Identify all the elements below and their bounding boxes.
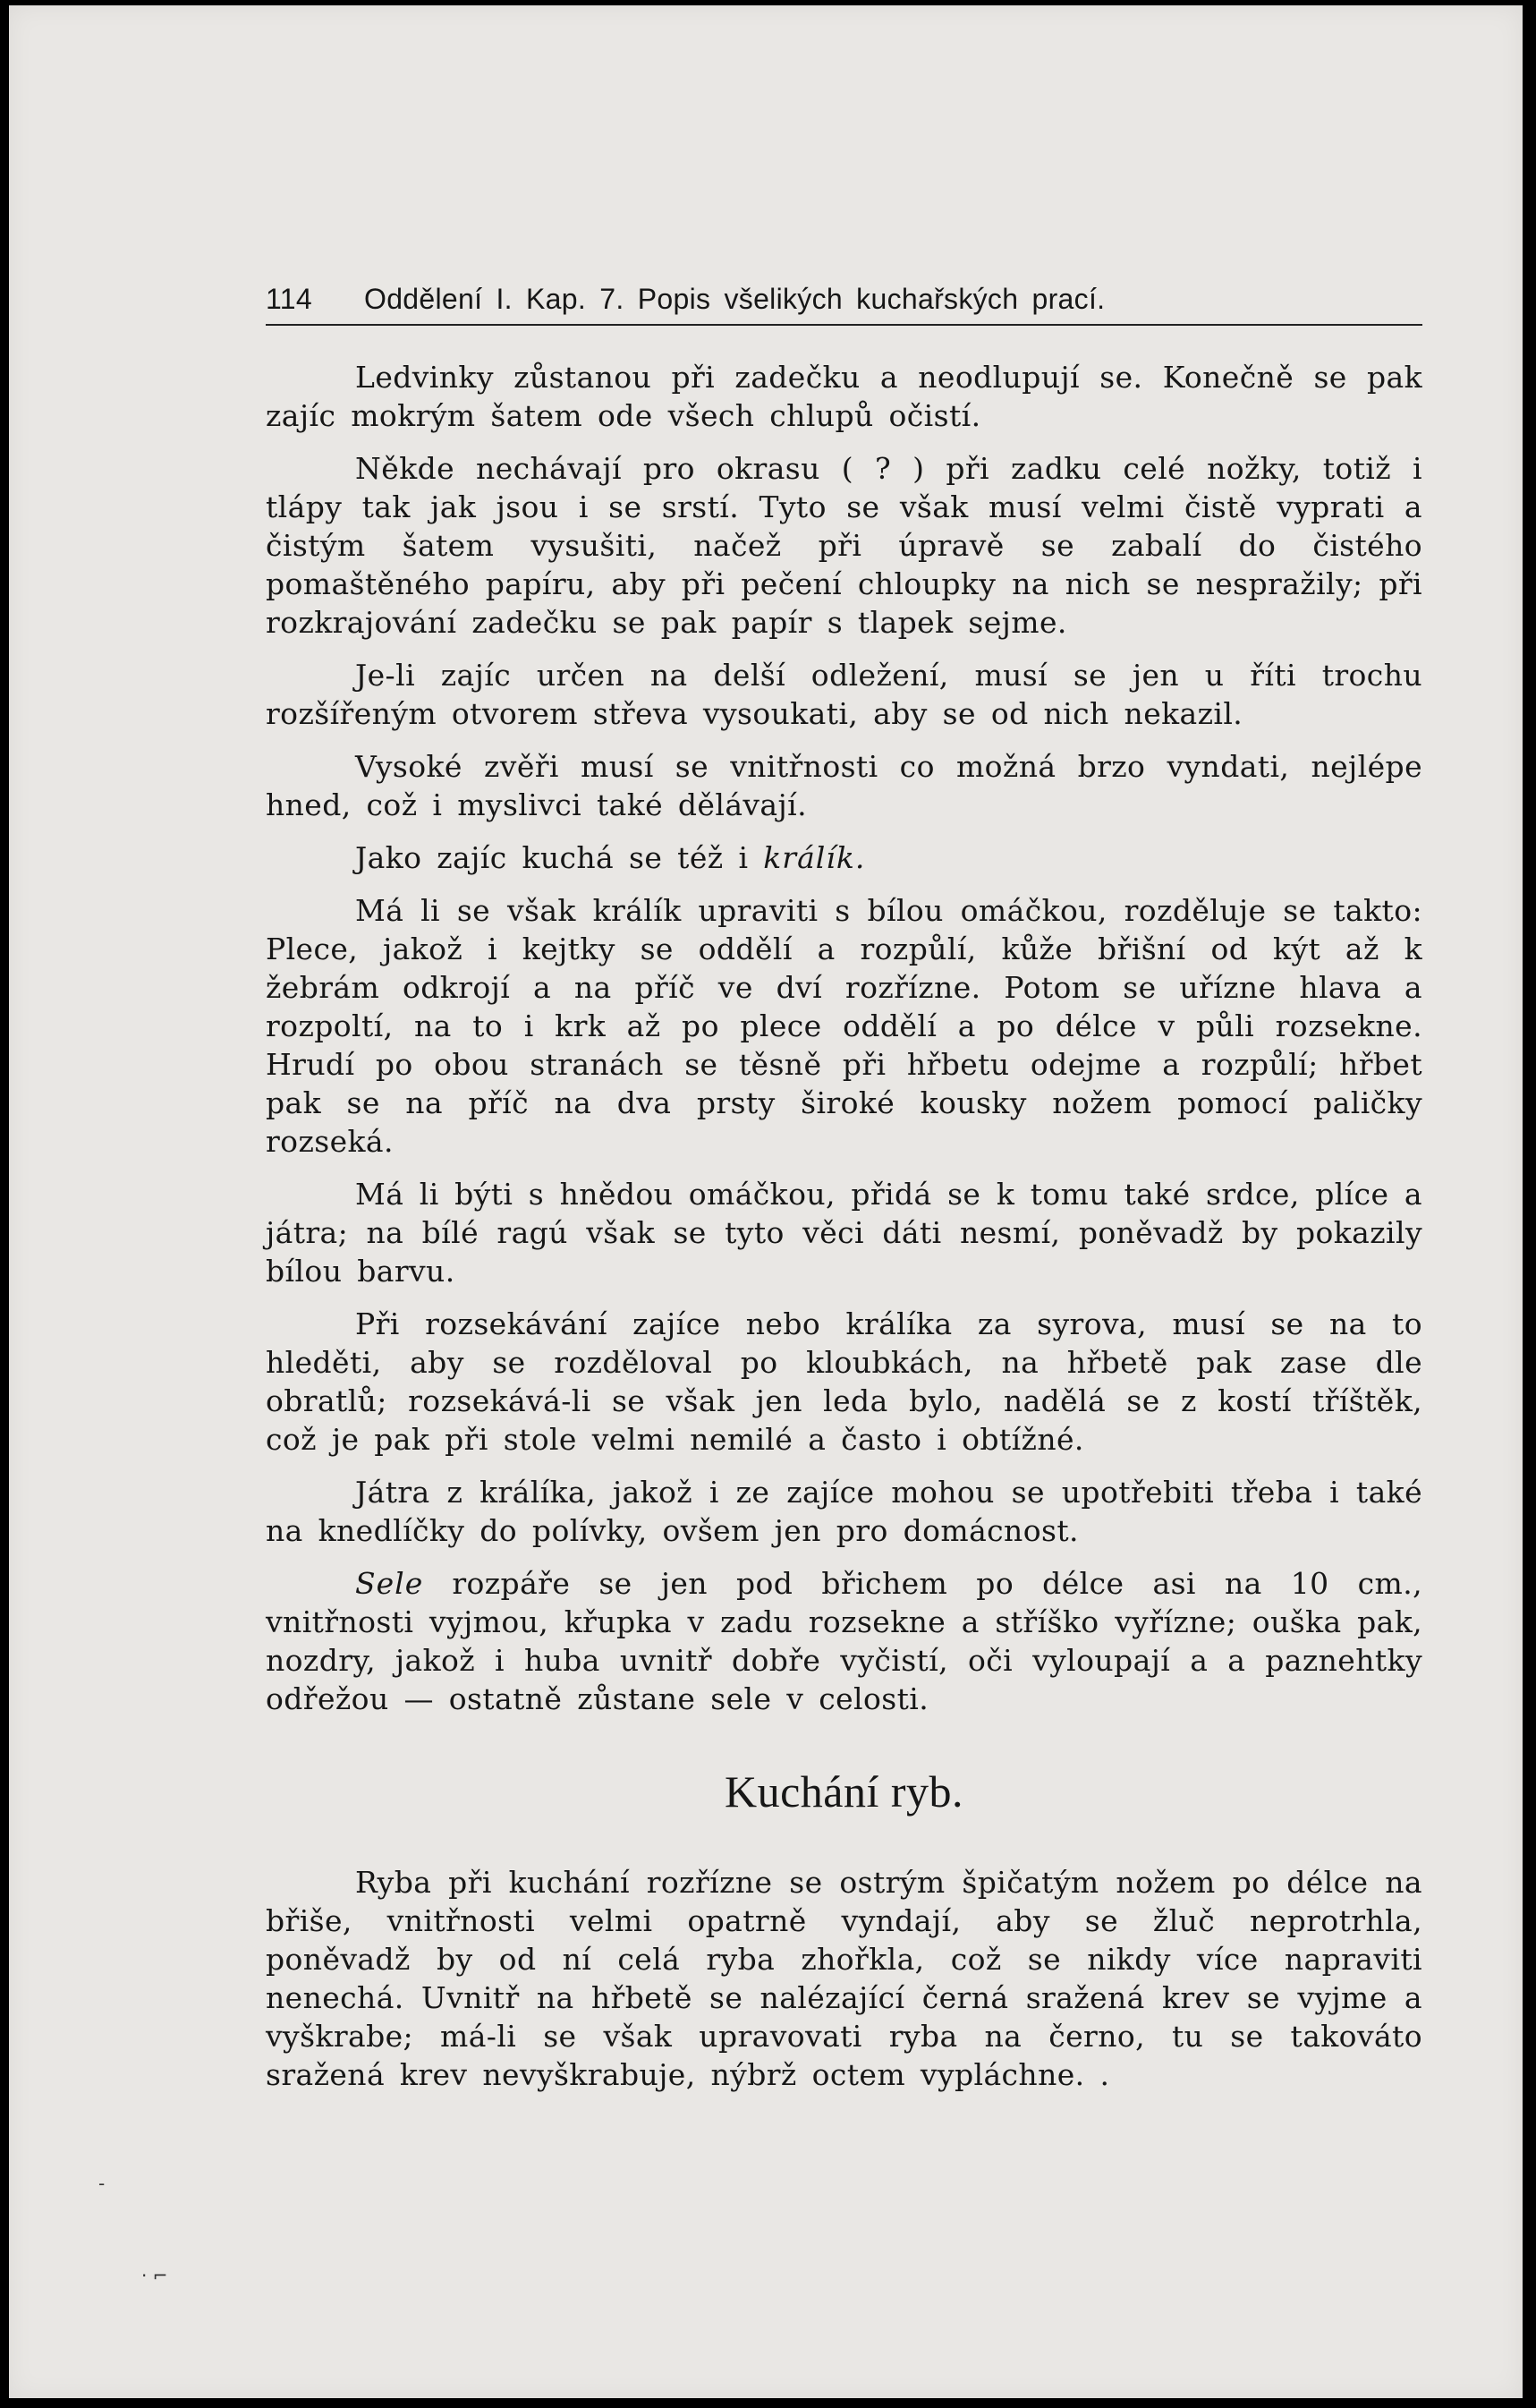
paragraph: Má li býti s hnědou omáčkou, přidá se k tomu také srdce, plíce a játra; na bílé ragú však se tyto věci dáti nesmí, poněvadž by pokazily bílou barvu. [266,1177,1422,1289]
paragraph: Má li se však králík upraviti s bílou omáčkou, rozděluje se takto: Plece, jakož i kejtky se oddělí a rozpůlí, kůže břišní od kýt až k žebrám odkrojí a na příč ve dví rozřízne. Potom se uřízne hlava a rozpoltí, na to i krk až po plece oddělí a po délce v půli rozsekne. Hrudí po obou stranách se těsně při hřbetu odejme a rozpůlí; hřbet pak se na příč na dva prsty široké kousky nožem pomocí paličky rozseká. [266,893,1422,1159]
running-head [266,283,1422,326]
margin-mark: · ⌐ [141,2265,168,2286]
paragraph: Játra z králíka, jakož i ze zajíce mohou se upotřebiti třeba i také na knedlíčky do polívky, ovšem jen pro domácnost. [266,1475,1422,1548]
emphasis-text: králík. [763,840,866,875]
page-content [266,283,1422,2108]
page-number: 114 [266,283,312,315]
paragraph [266,838,1422,877]
paragraph: Je-li zajíc určen na delší odležení, musí se jen u říti trochu rozšířeným otvorem střeva vysoukati, aby se od nich nekazil. [266,658,1422,731]
margin-mark: - [98,2173,106,2194]
running-title: Oddělení I. Kap. 7. Popis všelikých kuchařských prací. [364,283,1106,315]
paragraph-text: Jako zajíc kuchá se též i [355,840,764,875]
paragraph: Ryba při kuchání rozřízne se ostrým špičatým nožem po délce na břiše, vnitřnosti velmi opatrně vyndají, aby se žluč neprotrhla, poněvadž by od ní celá ryba zhořkla, což se nikdy více napraviti nenechá. Uvnitř na hřbetě se nalézající černá sražená krev se vyjme a vyškrabe; má-li se však upravovati ryba na černo, tu se takováto sražená krev nevyškrabuje, nýbrž octem vypláchne. . [266,1865,1422,2092]
section-heading: Kuchání ryb. [724,1766,964,1817]
paragraph: Vysoké zvěři musí se vnitřnosti co možná brzo vyndati, nejlépe hned, což i myslivci také dělávají. [266,749,1422,822]
book-page [9,5,1523,2398]
paragraph: Při rozsekávání zajíce nebo králíka za syrova, musí se na to hleděti, aby se rozděloval po kloubkách, na hřbetě pak zase dle obratlů; rozsekává-li se však jen leda bylo, nadělá se z kostí tříštěk, což je pak při stole velmi nemilé a často i obtížné. [266,1306,1422,1457]
emphasis-text: Sele [355,1566,424,1601]
paragraph [266,1564,1422,1718]
paragraph-text: rozpáře se jen pod břichem po délce asi na 10 cm., vnitřnosti vyjmou, křupka v zadu rozsekne a stříško vyřízne; ouška pak, nozdry, jakož i huba uvnitř dobře vyčistí, oči vyloupají a a paznehtky odřežou — ostatně zůstane sele v celosti. [266,1566,1422,1716]
paragraph: Někde nechávají pro okrasu ( ? ) při zadku celé nožky, totiž i tlápy tak jak jsou i se srstí. Tyto se však musí velmi čistě vyprati a čistým šatem vysušiti, načež při úpravě se zabalí do čistého pomaštěného papíru, aby při pečení chloupky na nich se nespražily; při rozkrajování zadečku se pak papír s tlapek sejme. [266,451,1422,640]
paragraph: Ledvinky zůstanou při zadečku a neodlupují se. Konečně se pak zajíc mokrým šatem ode všech chlupů očistí. [266,360,1422,433]
body-text [266,358,1422,2094]
